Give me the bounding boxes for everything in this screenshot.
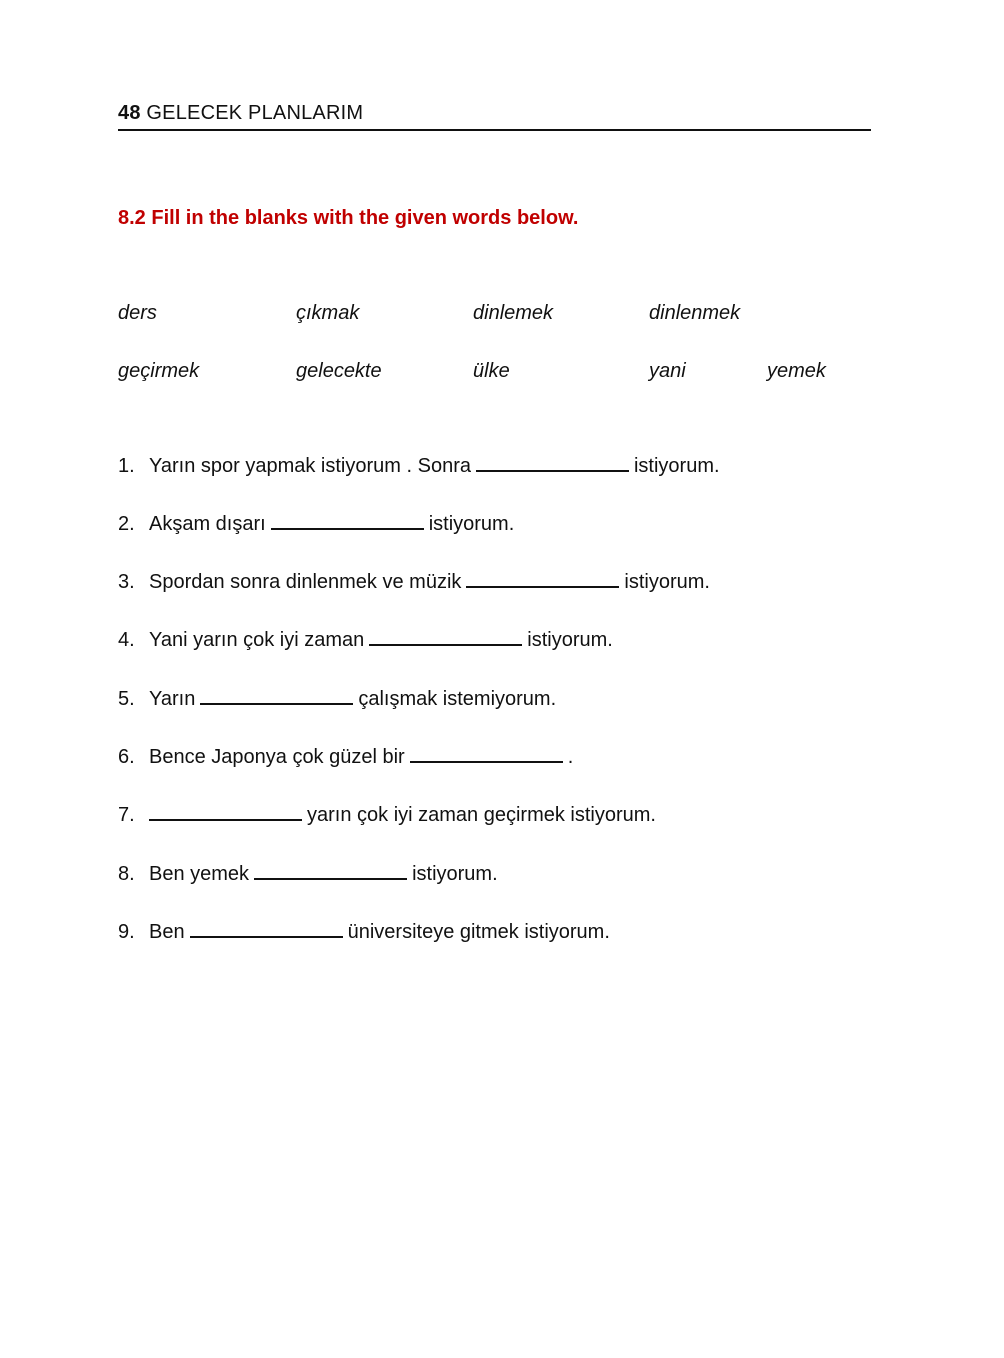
exercise-text-after: üniversiteye gitmek istiyorum. [347,921,610,943]
exercise-text-after: istiyorum. [624,571,710,593]
blank-field[interactable] [190,920,343,938]
header-text [118,102,363,125]
exercise-item [118,686,556,712]
exercise-instruction: 8.2 Fill in the blanks with the given words below. [118,207,579,229]
exercise-text-after: istiyorum. [633,455,720,477]
exercise-text-before: Yarın spor yapmak istiyorum . Sonra [149,455,471,477]
exercise-text-before: Spordan sonra dinlenmek ve müzik [149,571,462,593]
exercise-number: 2. [118,513,135,535]
exercise-number: 9. [118,921,135,943]
exercise-item [118,802,656,828]
exercise-text-after: çalışmak istemiyorum. [358,688,557,710]
page-header [118,98,871,131]
blank-field[interactable] [476,454,629,472]
exercise-text-after: istiyorum. [428,513,515,535]
blank-field[interactable] [466,570,619,588]
exercise-item [118,511,514,537]
exercise-text-after: istiyorum. [527,629,613,651]
exercise-number: 8. [118,863,135,885]
word-bank-item: ders [118,302,157,324]
blank-field[interactable] [410,745,563,763]
blank-field[interactable] [200,687,353,705]
exercise-text-after: istiyorum. [412,863,498,885]
exercise-number: 4. [118,629,135,651]
exercise-text-after: yarın çok iyi zaman geçirmek istiyorum. [307,804,656,826]
blank-field[interactable] [369,628,522,646]
blank-field[interactable] [149,803,302,821]
exercise-text-before: Yani yarın çok iyi zaman [149,629,365,651]
chapter-title: GELECEK PLANLARIM [146,102,364,124]
page-number: 48 [118,102,141,124]
exercise-text-before: Bence Japonya çok güzel bir [149,746,405,768]
exercise-number: 7. [118,804,135,826]
exercise-item [118,744,573,770]
exercise-text-before: Ben [149,921,185,943]
word-bank-item: dinlenmek [649,302,741,324]
exercise-item [118,453,720,479]
word-bank-item: geçirmek [118,360,200,382]
exercise-text-before: Yarın [149,688,196,710]
exercise-item [118,627,613,653]
exercise-number: 6. [118,746,135,768]
exercise-text-before: Ben yemek [149,863,250,885]
exercise-number: 1. [118,455,135,477]
exercise-number: 3. [118,571,135,593]
exercise-number: 5. [118,688,135,710]
blank-field[interactable] [271,512,424,530]
word-bank-item: yani [649,360,686,382]
word-bank-item: çıkmak [296,302,360,324]
word-bank-item: ülke [473,360,510,382]
word-bank-item: gelecekte [296,360,382,382]
exercise-text-before: Akşam dışarı [149,513,266,535]
exercise-item [118,569,710,595]
exercise-text-after: . [567,746,574,768]
exercise-item [118,861,498,887]
word-bank-item: dinlemek [473,302,554,324]
word-bank-item: yemek [767,360,826,382]
exercise-item [118,919,610,945]
blank-field[interactable] [254,862,407,880]
